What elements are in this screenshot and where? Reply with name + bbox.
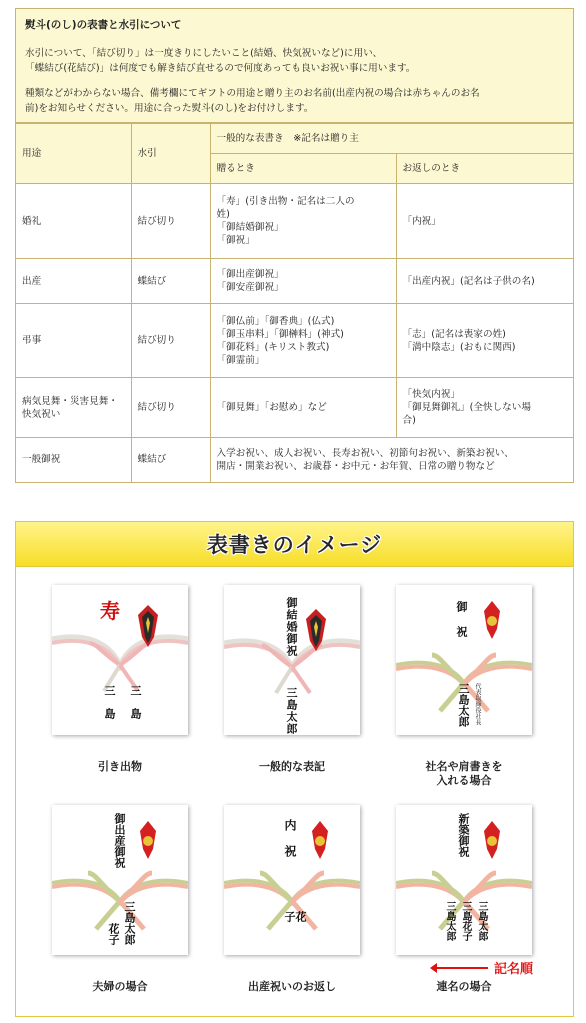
header-return: お返しのとき xyxy=(396,154,573,184)
card-top-text: 新築御祝 xyxy=(457,813,470,857)
caption-company: 社名や肩書きを 入れる場合 xyxy=(425,760,503,787)
caption-joint: 連名の場合 xyxy=(436,980,492,993)
table-row: 婚礼 結び切り 「寿」(引き出物・記名は二人の 姓) 「御結婚御祝」 「御祝」 「内祝」 xyxy=(16,184,573,259)
header-use: 用途 xyxy=(16,124,131,184)
arrow-left-icon xyxy=(436,967,488,969)
caption-general: 一般的な表記 xyxy=(259,760,325,773)
intro-box xyxy=(16,9,573,123)
noshi-card-return: 内祝 花子 xyxy=(224,805,360,955)
intro-paragraph-1: 水引について、「結び切り」は一度きりにしたいこと(結婚、快気祝いなど)に用い、 「蝶結び(花結び)」は何度でも解き結び直せるので何度あっても良いお祝い事に用います。 xyxy=(25,48,416,74)
caption-return: 出産祝いのお返し xyxy=(248,980,336,993)
table-row: 病気見舞・災害見舞・快気祝い 結び切り 「御見舞」「お慰め」など 「快気内祝」 「御見舞御礼」(全快しない場 合) xyxy=(16,378,573,438)
intro-title: 熨斗(のし)の表書と水引について xyxy=(25,19,182,31)
noshi-card-company: 御祝 三島太郎 代表取締役社長 xyxy=(396,585,532,735)
card-top-text: 御祝 xyxy=(455,601,468,651)
card-top-text: 御結婚御祝 xyxy=(285,597,298,657)
noshi-card-general: 御結婚御祝 三島太郎 xyxy=(224,585,360,735)
noshi-card-joint: 新築御祝 三島太郎 三島花子 三島太郎 xyxy=(396,805,532,955)
table-row: 弔事 結び切り 「御仏前」「御香典」(仏式) 「御玉串料」「御榊料」(神式) 「御花料」(キリスト教式) 「御霊前」 「志」(記名は喪家の姓) 「満中陰志」(おもに関西) xyxy=(16,304,573,378)
table-row: 出産 蝶結び 「御出産御祝」 「御安産御祝」 「出産内祝」(記名は子供の名) xyxy=(16,259,573,304)
header-mizuhiki: 水引 xyxy=(131,124,210,184)
header-general: 一般的な表書き ※記名は贈り主 xyxy=(210,124,573,154)
caption-couple: 夫婦の場合 xyxy=(92,980,148,993)
noshi-card-couple: 御出産御祝 三島太郎 花子 xyxy=(52,805,188,955)
card-top-text: 内祝 xyxy=(283,819,297,871)
name-order-indicator xyxy=(436,958,533,977)
card-top-text: 御出産御祝 xyxy=(113,813,126,868)
noshi-image-section xyxy=(15,521,574,1017)
noshi-ribbon-graphic xyxy=(52,585,188,735)
section-banner xyxy=(16,522,573,567)
table-row: 一般御祝 蝶結び 入学お祝い、成人お祝い、長寿お祝い、初節句お祝い、新築お祝い、 開店・開業お祝い、お歳暮・お中元・お年賀、日常の贈り物など xyxy=(16,438,573,482)
noshi-info-panel xyxy=(15,8,574,483)
intro-paragraph-2: 種類などがわからない場合、備考欄にてギフトの用途と贈り主のお名前(出産内祝の場合は赤ちゃんのお名 前)をお知らせください。用途に合った熨斗(のし)をお付けします。 xyxy=(25,88,480,114)
banner-title: 表書きのイメージ xyxy=(206,533,383,557)
name-order-label: 記名順 xyxy=(494,962,534,977)
caption-hikidemono: 引き出物 xyxy=(98,760,142,773)
noshi-card-hikidemono: 寿 三島 三島 xyxy=(52,585,188,735)
noshi-table xyxy=(16,123,573,482)
card-top-text: 寿 xyxy=(100,599,120,623)
header-send: 贈るとき xyxy=(210,154,396,184)
